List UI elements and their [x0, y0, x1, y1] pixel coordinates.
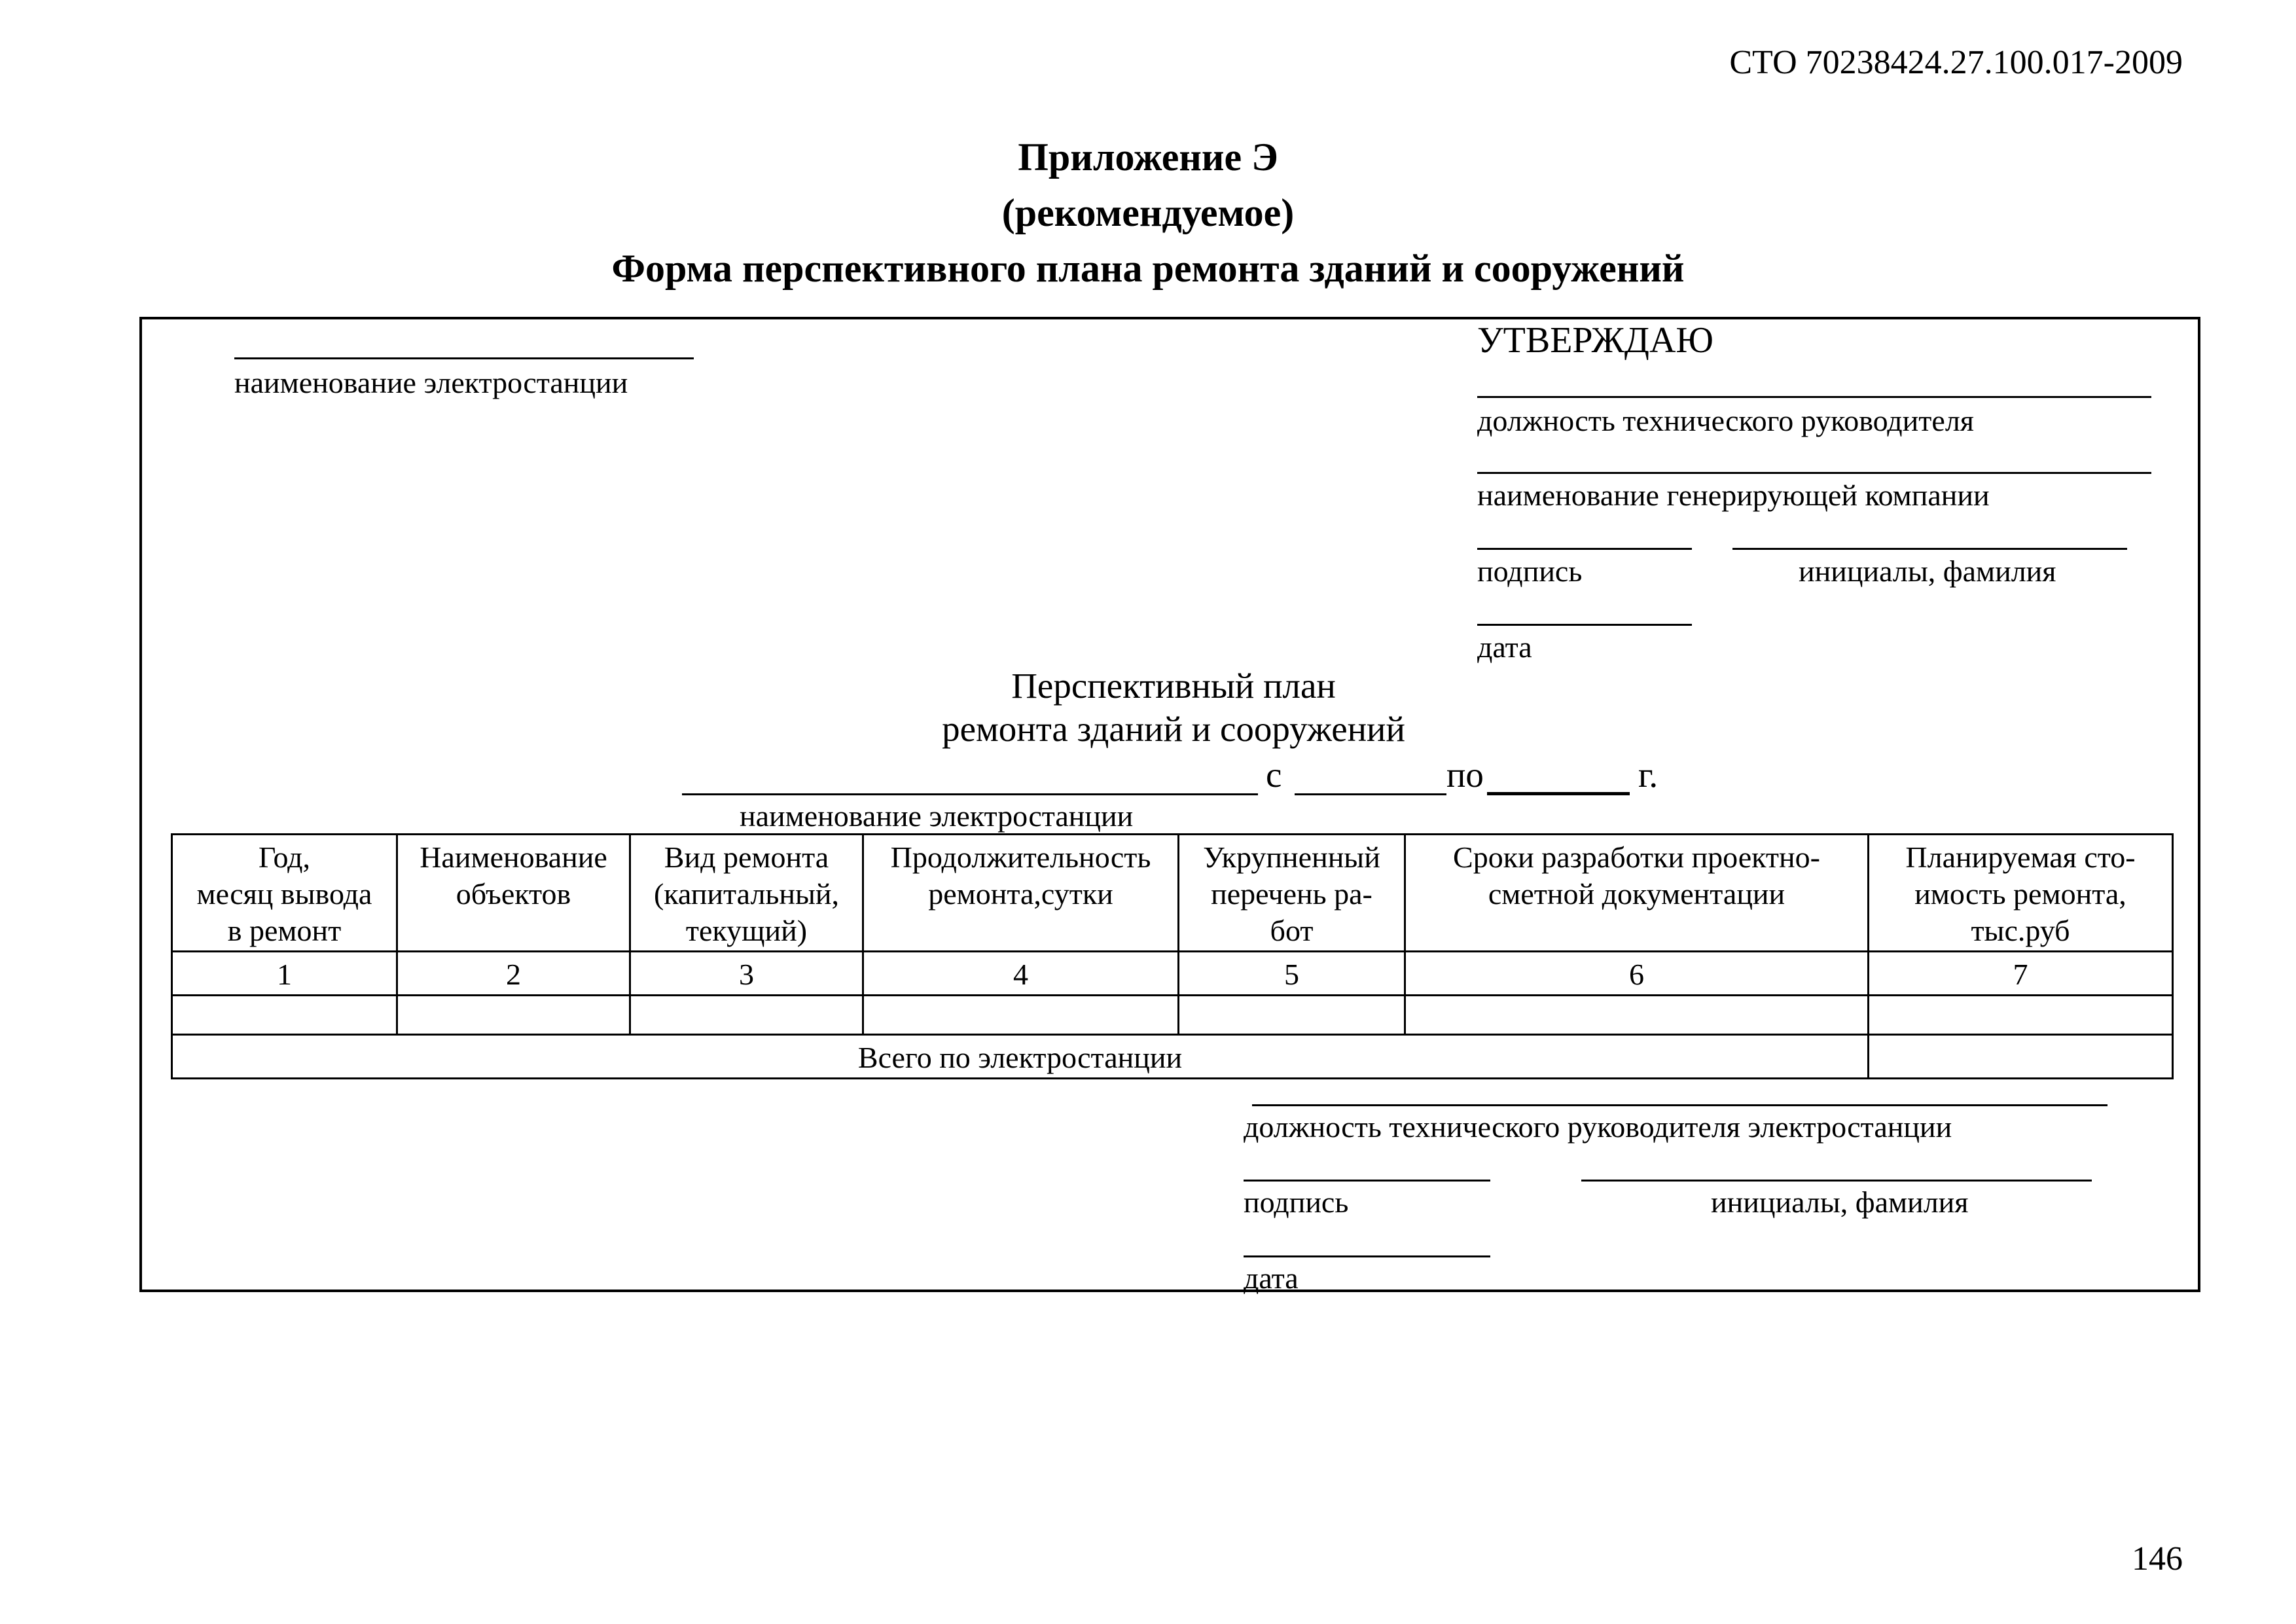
table-cell[interactable]	[1405, 996, 1869, 1035]
total-value-cell[interactable]	[1869, 1035, 2173, 1079]
station-head-signature-line[interactable]	[1244, 1180, 1490, 1182]
station-name-line[interactable]	[234, 357, 694, 359]
plan-to-label: по	[1446, 755, 1484, 795]
plan-from-label: с	[1266, 755, 1282, 795]
approver-position-line[interactable]	[1477, 396, 2151, 398]
approve-heading: УТВЕРЖДАЮ	[1477, 320, 1713, 361]
standard-code: СТО 70238424.27.100.017-2009	[1729, 44, 2183, 81]
header-cell: Сроки разработки проектно- сметной документации	[1405, 835, 1869, 952]
station-head-initials-caption: инициалы, фамилия	[1711, 1185, 1969, 1219]
station-head-date-caption: дата	[1244, 1261, 1299, 1295]
header-cell: Укрупненный перечень ра- бот	[1179, 835, 1405, 952]
plan-station-caption: наименование электростанции	[740, 799, 1134, 833]
header-cell: Продолжительность ремонта,сутки	[863, 835, 1179, 952]
plan-station-line[interactable]	[682, 793, 1258, 795]
column-number: 1	[172, 952, 397, 996]
column-number: 4	[863, 952, 1179, 996]
header-cell: Наименование объектов	[397, 835, 630, 952]
station-name-caption: наименование электростанции	[234, 366, 628, 399]
company-name-caption: наименование генерирующей компании	[1477, 478, 1990, 512]
approver-initials-line[interactable]	[1732, 548, 2127, 550]
appendix-title: Приложение Э	[1018, 135, 1278, 179]
approver-date-line[interactable]	[1477, 624, 1692, 626]
form-title: Форма перспективного плана ремонта зданий и сооружений	[611, 247, 1685, 290]
table-row	[172, 996, 2173, 1035]
station-head-position-line[interactable]	[1252, 1104, 2108, 1106]
table-header-row	[172, 835, 2173, 952]
station-head-date-line[interactable]	[1244, 1255, 1490, 1257]
column-number: 2	[397, 952, 630, 996]
title-block	[0, 130, 2296, 297]
header-cell: Вид ремонта (капитальный, текущий)	[630, 835, 863, 952]
page-number: 146	[2132, 1540, 2183, 1578]
column-number: 6	[1405, 952, 1869, 996]
company-name-line[interactable]	[1477, 472, 2151, 474]
header-cell: Год, месяц вывода в ремонт	[172, 835, 397, 952]
approver-position-caption: должность технического руководителя	[1477, 404, 1974, 437]
approver-initials-caption: инициалы, фамилия	[1799, 554, 2056, 588]
station-head-initials-line[interactable]	[1581, 1180, 2092, 1182]
column-number: 3	[630, 952, 863, 996]
table-cell[interactable]	[630, 996, 863, 1035]
appendix-status: (рекомендуемое)	[1001, 191, 1295, 234]
column-number: 7	[1869, 952, 2173, 996]
approver-date-caption: дата	[1477, 630, 1532, 664]
approver-signature-line[interactable]	[1477, 548, 1692, 550]
form-frame	[139, 317, 2200, 1292]
table-cell[interactable]	[172, 996, 397, 1035]
table-cell[interactable]	[863, 996, 1179, 1035]
table-cell[interactable]	[1179, 996, 1405, 1035]
station-head-position-caption: должность технического руководителя электростанции	[1244, 1110, 1952, 1144]
table-cell[interactable]	[397, 996, 630, 1035]
total-label: Всего по электростанции	[172, 1035, 1869, 1079]
table-total-row	[172, 1035, 2173, 1079]
header-cell: Планируемая сто- имость ремонта, тыс.руб	[1869, 835, 2173, 952]
plan-to-line[interactable]	[1487, 792, 1630, 795]
approver-signature-caption: подпись	[1477, 554, 1583, 588]
plan-from-line[interactable]	[1295, 793, 1446, 795]
table-number-row	[172, 952, 2173, 996]
table-cell[interactable]	[1869, 996, 2173, 1035]
column-number: 5	[1179, 952, 1405, 996]
plan-year-label: г.	[1638, 755, 1659, 795]
station-head-signature-caption: подпись	[1244, 1185, 1349, 1219]
plan-title-line-2: ремонта зданий и сооружений	[942, 709, 1405, 749]
plan-title-line-1: Перспективный план	[1011, 666, 1336, 706]
repair-plan-table	[171, 833, 2174, 1079]
